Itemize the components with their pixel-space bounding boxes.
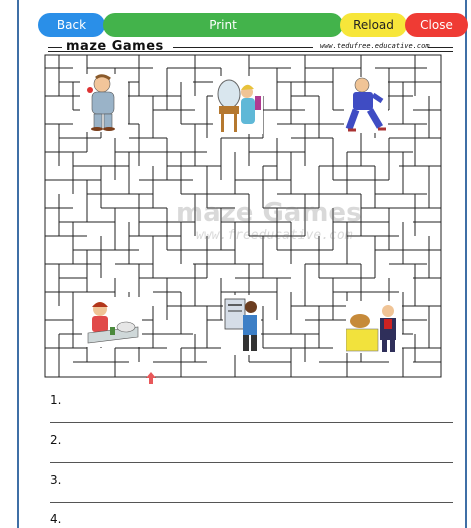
watermark-title: maze Games [176,198,362,228]
walking-man-illustration [344,77,388,133]
woman-mirror-illustration [213,76,263,134]
woman-cooking-illustration [82,297,142,347]
reload-button[interactable]: Reload [340,13,407,37]
answer-2-label: 2. [50,433,62,447]
watermark-url: www.freeducative.com [196,228,353,243]
sick-man-illustration [80,74,128,132]
header-rule-middle [173,47,313,48]
answer-4-label: 4. [50,512,62,526]
answer-3-label: 3. [50,473,62,487]
answer-1-line[interactable] [50,422,453,423]
answer-1-label: 1. [50,393,62,407]
back-button[interactable]: Back [38,13,105,37]
header-rule-left [48,47,62,48]
maze-title: maze Games [66,39,164,54]
site-url: www.tedufree.educative.com [320,42,430,50]
header-rule-right [428,47,453,48]
answer-2-line[interactable] [50,462,453,463]
man-reading-illustration [223,295,261,355]
answer-3-line[interactable] [50,502,453,503]
man-turkey-dinner-illustration [346,301,402,353]
close-button[interactable]: Close [405,13,468,37]
print-button[interactable]: Print [103,13,343,37]
up-arrow-icon [146,372,156,384]
